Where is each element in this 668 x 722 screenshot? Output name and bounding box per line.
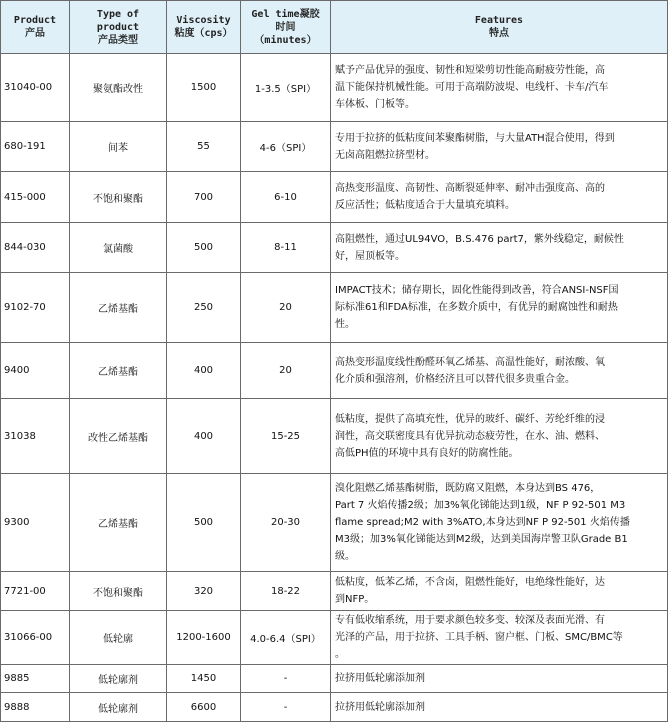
- features-line: 到NFP。: [335, 594, 375, 605]
- table-row: [1, 693, 668, 722]
- features-line: 低粘度，提供了高填充性，优异的玻纤、碳纤、芳纶纤维的浸: [335, 413, 605, 425]
- features-cell: [331, 273, 668, 343]
- features-line: 润性，高交联密度具有优异抗动态疲劳性，在水、油、燃料、: [335, 430, 605, 442]
- viscosity-cell: 320: [167, 572, 241, 611]
- table-row: [1, 343, 668, 399]
- gel-time-cell: 4-6（SPI）: [241, 122, 331, 172]
- table-row: [1, 122, 668, 172]
- features-line: 级。: [335, 551, 355, 562]
- gel-time-cell: 20: [241, 343, 331, 399]
- features-cell: [331, 399, 668, 474]
- viscosity-cell: 250: [167, 273, 241, 343]
- features-line: flame spread;M2 with 3%ATO,本身达到NF P 92-501 火焰传播: [335, 517, 630, 528]
- features-line: 光泽的产品，用于拉挤、工具手柄、窗户框、门板、SMC/BMC等: [335, 632, 623, 643]
- features-cell: [331, 122, 668, 172]
- features-cell: [331, 474, 668, 572]
- gel-time-cell: 6-10: [241, 172, 331, 223]
- features-line: 际标准61和FDA标准，在多数介质中，有优异的耐腐蚀性和耐热: [335, 302, 618, 313]
- features-line: 高低PH值的环境中具有良好的防腐性能。: [335, 447, 519, 459]
- viscosity-cell: 400: [167, 343, 241, 399]
- type-cell: 乙烯基酯: [70, 343, 167, 399]
- table-row: [1, 273, 668, 343]
- features-line: 专有低收缩系统，用于要求颜色较多变、较深及表面光滑、有: [335, 615, 605, 626]
- type-cell: 聚氨酯改性: [70, 54, 167, 122]
- features-cell: [331, 343, 668, 399]
- features-line: 赋予产品优异的强度、韧性和短梁剪切性能高耐疲劳性能，高: [335, 65, 605, 76]
- type-cell: 不饱和聚酯: [70, 172, 167, 223]
- features-line: 温下能保持机械性能。可用于高端防波堤、电线杆、卡车/汽车: [335, 82, 609, 93]
- table-row: [1, 611, 668, 665]
- features-line: M3级；加3%氧化锑能达到M2级，达到美国海岸警卫队Grade B1: [335, 534, 628, 545]
- product-cell: 9885: [1, 665, 70, 693]
- features-line: 化介质和强溶剂，价格经济且可以替代很多贵重合金。: [335, 373, 575, 385]
- features-line: 无卤高阻燃拉挤型材。: [335, 149, 435, 161]
- product-cell: 415-000: [1, 172, 70, 223]
- type-cell: 低轮廓剂: [70, 693, 167, 722]
- product-cell: 9888: [1, 693, 70, 722]
- viscosity-cell: 6600: [167, 693, 241, 722]
- features-cell: [331, 665, 668, 693]
- type-cell: 乙烯基酯: [70, 474, 167, 572]
- product-cell: 680-191: [1, 122, 70, 172]
- gel-time-cell: 8-11: [241, 223, 331, 273]
- features-line: 高热变形温度线性酚醛环氧乙烯基、高温性能好，耐浓酸、氧: [335, 356, 605, 368]
- table-row: [1, 399, 668, 474]
- viscosity-cell: 1500: [167, 54, 241, 122]
- viscosity-cell: 500: [167, 474, 241, 572]
- header-gel-time: Gel time凝胶 时间 （minutes）: [241, 1, 331, 54]
- type-cell: 改性乙烯基酯: [70, 399, 167, 474]
- header-viscosity: Viscosity 粘度（cps）: [167, 1, 241, 54]
- gel-time-cell: 1-3.5（SPI）: [241, 54, 331, 122]
- features-line: 专用于拉挤的低粘度间苯聚酯树脂，与大量ATH混合使用，得到: [335, 132, 615, 144]
- table-row: [1, 665, 668, 693]
- product-cell: 9400: [1, 343, 70, 399]
- viscosity-cell: 1450: [167, 665, 241, 693]
- gel-time-cell: -: [241, 693, 331, 722]
- viscosity-cell: 700: [167, 172, 241, 223]
- header-product: Product 产品: [1, 1, 70, 54]
- features-line: IMPACT技术；储存期长，固化性能得到改善，符合ANSI-NSF国: [335, 285, 619, 296]
- features-line: 高阻燃性，通过UL94VO，B.S.476 part7，紫外线稳定，耐候性: [335, 233, 624, 245]
- gel-time-cell: 15-25: [241, 399, 331, 474]
- features-cell: [331, 572, 668, 611]
- features-cell: [331, 172, 668, 223]
- features-line: 。: [335, 649, 345, 660]
- features-cell: [331, 693, 668, 722]
- product-cell: 31040-00: [1, 54, 70, 122]
- table-row: [1, 223, 668, 273]
- viscosity-cell: 500: [167, 223, 241, 273]
- type-cell: 低轮廓: [70, 611, 167, 665]
- features-line: 好，屋顶板等。: [335, 250, 405, 262]
- features-cell: [331, 611, 668, 665]
- features-line: 反应活性；低粘度适合于大量填充填料。: [335, 200, 515, 211]
- features-line: 拉挤用低轮廓添加剂: [335, 701, 425, 713]
- viscosity-cell: 400: [167, 399, 241, 474]
- features-line: 性。: [335, 319, 355, 330]
- product-cell: 31066-00: [1, 611, 70, 665]
- features-line: 车体板、门板等。: [335, 99, 415, 110]
- features-cell: [331, 223, 668, 273]
- product-cell: 9300: [1, 474, 70, 572]
- table-body: [1, 54, 668, 722]
- header-type: Type of product 产品类型: [70, 1, 167, 54]
- header-features: Features 特点: [331, 1, 668, 54]
- product-cell: 844-030: [1, 223, 70, 273]
- features-line: 拉挤用低轮廓添加剂: [335, 673, 425, 684]
- type-cell: 间苯: [70, 122, 167, 172]
- gel-time-cell: 18-22: [241, 572, 331, 611]
- table-row: [1, 54, 668, 122]
- table-row: [1, 172, 668, 223]
- table-header-row: [1, 1, 668, 54]
- viscosity-cell: 55: [167, 122, 241, 172]
- type-cell: 低轮廓剂: [70, 665, 167, 693]
- features-line: 低粘度，低苯乙烯，不含卤，阻燃性能好，电绝缘性能好，达: [335, 577, 605, 588]
- type-cell: 氯菌酸: [70, 223, 167, 273]
- features-line: 溴化阻燃乙烯基酯树脂，既防腐又阻燃，本身达到BS 476，: [335, 483, 601, 494]
- product-cell: 7721-00: [1, 572, 70, 611]
- features-line: 高热变形温度、高韧性、高断裂延伸率、耐冲击强度高、高的: [335, 183, 605, 194]
- features-cell: [331, 54, 668, 122]
- table-row: [1, 572, 668, 611]
- type-cell: 不饱和聚酯: [70, 572, 167, 611]
- gel-time-cell: 20-30: [241, 474, 331, 572]
- table-row: [1, 474, 668, 572]
- gel-time-cell: 4.0-6.4（SPI）: [241, 611, 331, 665]
- viscosity-cell: 1200-1600: [167, 611, 241, 665]
- type-cell: 乙烯基酯: [70, 273, 167, 343]
- gel-time-cell: -: [241, 665, 331, 693]
- gel-time-cell: 20: [241, 273, 331, 343]
- product-cell: 31038: [1, 399, 70, 474]
- product-cell: 9102-70: [1, 273, 70, 343]
- features-line: Part 7 火焰传播2级；加3%氧化锑能达到1级，NF P 92-501 M3: [335, 500, 626, 511]
